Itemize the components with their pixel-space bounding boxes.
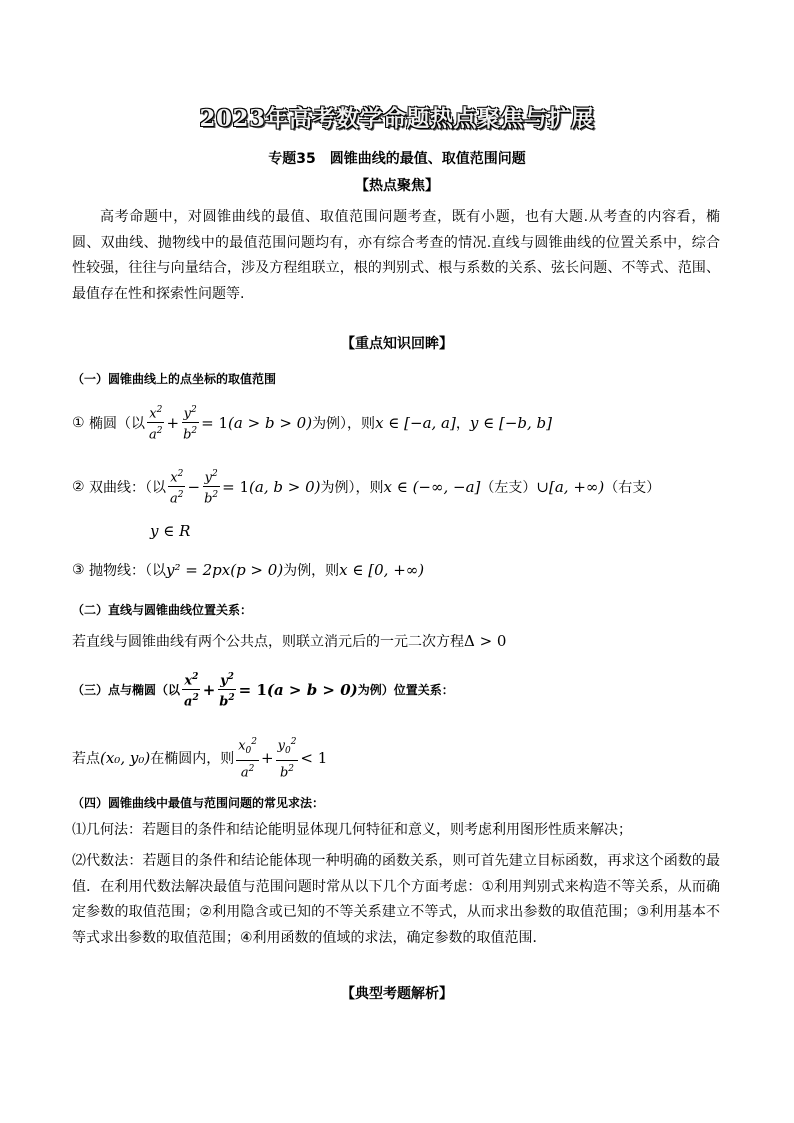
hyperbola-y-range-line (150, 522, 190, 540)
parabola-label: 抛物线：（以 (89, 563, 167, 579)
hyperbola-left-range: x ∈ (−∞, −a] (383, 477, 481, 496)
parabola-mid: 为例，则 (283, 563, 340, 579)
section3-frac-x0: $\frac{x_0^2}{a^2}$ (236, 734, 259, 781)
document-title: 2023年高考数学命题热点聚焦与扩展 (199, 105, 595, 132)
section4-item2: ⑵代数法：若题目的条件和结论能体现一种明确的函数关系，则可首先建立目标函数，再求这个函数的最值．在利用代数法解决最值与范围问题时常从以下几个方面考虑：①利用判别式来构造不等关系，从而确定参数的取值范围；②利用隐含或已知的不等关系建立不等式，从而求出参数的取值范围；③利用基本不等式求出参数的取值范围；④利用函数的值域的求法，确定参数的取值范围． (72, 853, 720, 946)
ellipse-marker: ① (72, 414, 85, 431)
ellipse-frac-x: $\frac{x^2}{a^2}$ (147, 402, 165, 444)
ellipse-mid: 为例），则 (312, 415, 376, 432)
hyperbola-right-note: （右支） (604, 479, 661, 496)
section2-line (72, 631, 506, 651)
hyperbola-label: 双曲线：（以 (89, 479, 167, 496)
hyperbola-range-line: ② 双曲线：（以 $\frac{x^2}{a^2}$ − $\frac{y^2}{b^2}$ = 1 (a, b > 0) 为例），则 x ∈ (−∞, −a] （左支） ∪ [a, +∞) （右支） (72, 466, 660, 508)
hyperbola-marker: ② (72, 478, 85, 495)
parabola-equation: y² = 2px(p > 0) (166, 561, 284, 579)
hyperbola-y-range: y ∈ R (150, 522, 191, 540)
parabola-range-line (72, 560, 424, 580)
section2-title: （二）直线与圆锥曲线位置关系： (72, 603, 253, 617)
topic-title: 专题35 圆锥曲线的最值、取值范围问题 (268, 151, 526, 167)
hyperbola-condition: (a, b > 0) (249, 477, 321, 496)
typical-header: 【典型考题解析】 (341, 986, 453, 1002)
ellipse-label: 椭圆（以 (89, 415, 146, 432)
hyperbola-mid: 为例），则 (320, 479, 384, 496)
key-review-header: 【重点知识回眸】 (341, 336, 453, 352)
section3-frac-y0: $\frac{y_0^2}{b^2}$ (276, 734, 299, 781)
hyperbola-left-note: （左支） (480, 479, 537, 496)
section3-title-prefix: （三）点与椭圆（以 (72, 683, 181, 698)
section1-title: （一）圆锥曲线上的点坐标的取值范围 (72, 372, 277, 386)
hyperbola-frac-y: $\frac{y^2}{b^2}$ (202, 466, 220, 508)
hot-focus-paragraph: 高考命题中，对圆锥曲线的最值、取值范围问题考查，既有小题，也有大题.从考查的内容看，椭圆、双曲线、抛物线中的最值范围问题均有，亦有综合考查的情况.直线与圆锥曲线的位置关系中，综合性较强，往往与向量结合，涉及方程组联立，根的判别式、根与系数的关系、弦长问题、不等式、范围、最值存在性和探索性问题等. (72, 209, 720, 302)
section3-title-line: （三）点与椭圆（以 $\frac{x^2}{a^2}$ + $\frac{y^2}{b^2}$ = 1 (a > b > 0) 为例）位置关系： (72, 669, 454, 711)
section2-text: 若直线与圆锥曲线有两个公共点，则联立消元后的一元二次方程 (72, 634, 464, 650)
section3-text-prefix: 若点 (72, 750, 100, 767)
section3-title-condition: (a > b > 0) (266, 680, 358, 699)
ellipse-y-range: y ∈ [−b, b] (469, 413, 552, 432)
ellipse-range-line: ① 椭圆（以 $\frac{x^2}{a^2}$ + $\frac{y^2}{b^2}$ = 1 (a > b > 0) 为例），则 x ∈ [−a, a] ， y ∈ [−b, b] (72, 402, 552, 444)
section3-frac-x: $\frac{x^2}{a^2}$ (182, 669, 201, 711)
ellipse-frac-y: $\frac{y^2}{b^2}$ (181, 402, 199, 444)
parabola-marker: ③ (72, 562, 85, 578)
section3-point-line: 若点 (x₀, y₀) 在椭圆内，则 $\frac{x_0^2}{a^2}$ + $\frac{y_0^2}{b^2}$ < 1 (72, 734, 327, 781)
section4-title: （四）圆锥曲线中最值与范围问题的常见求法： (72, 796, 325, 810)
ellipse-condition: (a > b > 0) (228, 413, 313, 432)
section3-frac-y: $\frac{y^2}{b^2}$ (217, 669, 236, 711)
section3-ineq: < 1 (300, 748, 328, 767)
hyperbola-frac-x: $\frac{x^2}{a^2}$ (168, 466, 186, 508)
hyperbola-right-range: [a, +∞) (548, 477, 605, 496)
ellipse-x-range: x ∈ [−a, a] (375, 413, 456, 432)
hyperbola-union: ∪ (536, 477, 549, 496)
section3-title-suffix: 为例）位置关系： (357, 683, 454, 698)
section3-text-mid: 在椭圆内，则 (150, 750, 235, 767)
section4-item1: ⑴几何法：若题目的条件和结论能明显体现几何特征和意义，则考虑利用图形性质来解决； (72, 822, 632, 838)
parabola-x-range: x ∈ [0, +∞) (339, 561, 425, 579)
hot-focus-header: 【热点聚焦】 (355, 178, 439, 194)
ellipse-sep: ， (455, 415, 470, 432)
section3-point: (x₀, y₀) (100, 748, 151, 767)
section2-formula: Δ > 0 (464, 632, 507, 650)
